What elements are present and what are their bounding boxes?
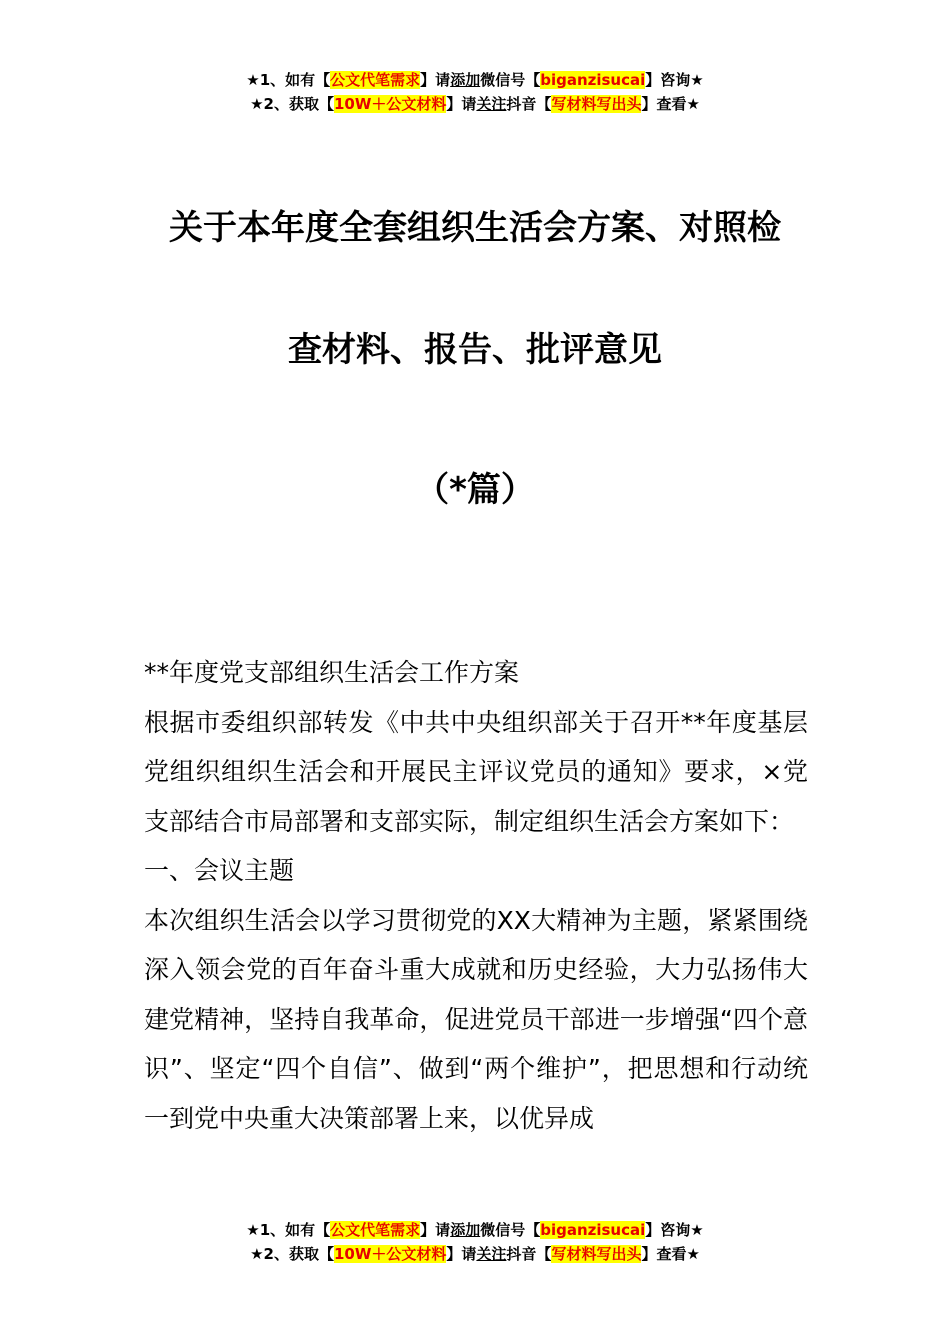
promo-text: 】请 xyxy=(446,95,477,113)
promo-highlight: 写材料写出头 xyxy=(551,95,642,113)
document-title-line-1: 关于本年度全套组织生活会方案、对照检 xyxy=(169,208,781,248)
header-promo-banner xyxy=(0,68,950,116)
promo-text: 】咨询★ xyxy=(645,71,704,89)
promo-text: 抖音【 xyxy=(506,95,552,113)
footer-promo-banner xyxy=(0,1218,950,1266)
promo-line-2 xyxy=(0,1242,950,1266)
body-paragraph: 根据市委组织部转发《中共中央组织部关于召开**年度基层党组织组织生活会和开展民主评议党员的通知》要求，×党支部结合市局部署和支部实际，制定组织生活会方案如下： xyxy=(144,707,808,836)
promo-text: 】查看★ xyxy=(641,1245,700,1263)
body-paragraph: 本次组织生活会以学习贯彻党的XX大精神为主题，紧紧围绕深入领会党的百年奋斗重大成就和历史经验，大力弘扬伟大建党精神，坚持自我革命，促进党员干部进一步增强“四个意识”、坚定“四个自信”、做到“两个维护”，把思想和行动统一到党中央重大决策部署上来，以优异成 xyxy=(144,905,808,1133)
promo-text: 】咨询★ xyxy=(645,1221,704,1239)
promo-text: ★2、获取【 xyxy=(250,1245,334,1263)
promo-line-1 xyxy=(0,68,950,92)
promo-highlight: biganzisucai xyxy=(540,1221,646,1239)
promo-text: ★1、如有【 xyxy=(246,1221,331,1239)
promo-highlight: 写材料写出头 xyxy=(551,1245,642,1263)
promo-text: 微信号【 xyxy=(480,71,541,89)
promo-underline: 添加 xyxy=(450,1221,481,1239)
promo-highlight: 公文代笔需求 xyxy=(330,1221,421,1239)
promo-highlight: 10W＋公文材料 xyxy=(333,1245,447,1263)
promo-text: 】查看★ xyxy=(641,95,700,113)
document-title-count: （*篇） xyxy=(415,470,535,510)
document-body xyxy=(144,648,808,1143)
promo-text: 】请 xyxy=(446,1245,477,1263)
section-heading: 一、会议主题 xyxy=(144,856,295,885)
promo-line-1 xyxy=(0,1218,950,1242)
body-heading: **年度党支部组织生活会工作方案 xyxy=(144,658,520,687)
promo-line-2 xyxy=(0,92,950,116)
promo-text: 】请 xyxy=(420,1221,451,1239)
promo-underline: 添加 xyxy=(450,71,481,89)
promo-text: 抖音【 xyxy=(506,1245,552,1263)
promo-text: 微信号【 xyxy=(480,1221,541,1239)
promo-highlight: 公文代笔需求 xyxy=(330,71,421,89)
promo-text: ★1、如有【 xyxy=(246,71,331,89)
promo-highlight: 10W＋公文材料 xyxy=(333,95,447,113)
promo-underline: 关注 xyxy=(476,95,507,113)
promo-underline: 关注 xyxy=(476,1245,507,1263)
document-title-line-2: 查材料、报告、批评意见 xyxy=(288,330,662,370)
promo-text: 】请 xyxy=(420,71,451,89)
promo-highlight: biganzisucai xyxy=(540,71,646,89)
promo-text: ★2、获取【 xyxy=(250,95,334,113)
